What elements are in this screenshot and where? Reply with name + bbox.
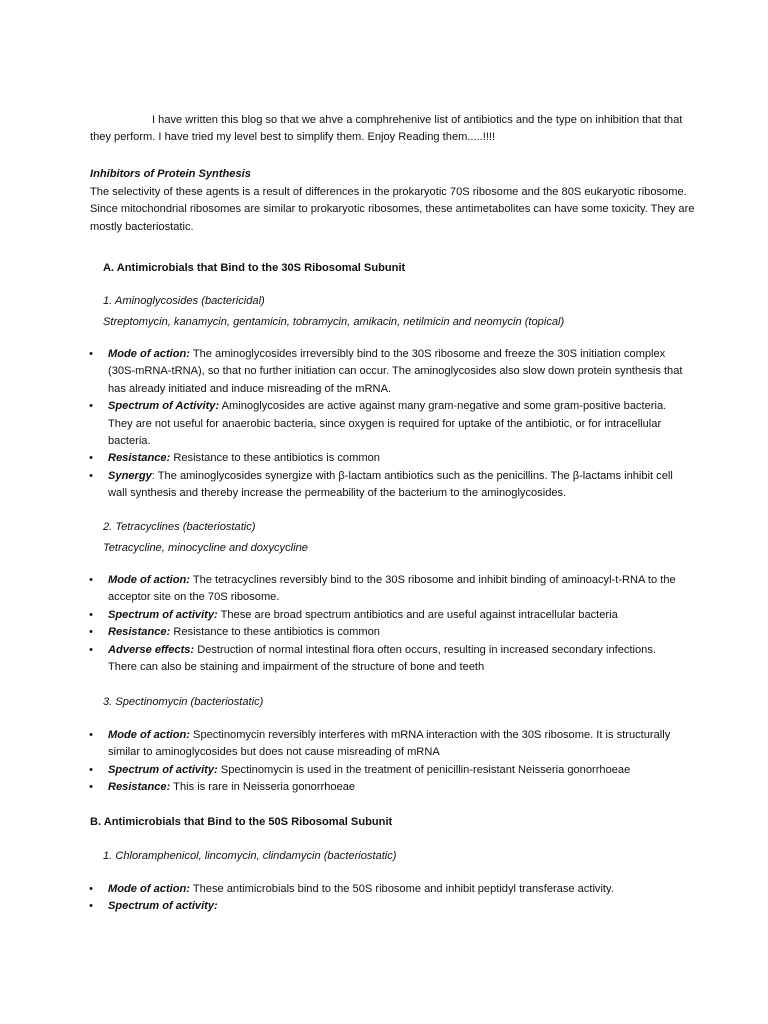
point-label: Spectrum of activity: <box>108 763 218 776</box>
point-text: Spectinomycin reversibly interferes with mRNA interaction with the 30S ribosome. It is structurally similar to aminoglycosides but does not cause misreading of mRNA <box>108 729 671 759</box>
bullet-list-chloramphenicol <box>86 881 686 916</box>
point-label: Synergy <box>108 469 152 482</box>
category-title-chloramphenicol: 1. Chloramphenicol, lincomycin, clindamycin (bacteriostatic) <box>103 850 397 862</box>
point-text: Resistance to these antibiotics is common <box>170 452 380 465</box>
bullet-icon: • <box>89 883 93 895</box>
list-item <box>86 762 686 779</box>
point-label: Mode of action: <box>108 883 190 895</box>
point-text: Destruction of normal intestinal flora often occurs, resulting in increased secondary infections. There can also be staining and impairment of the structure of bone and teeth <box>108 643 656 674</box>
bullet-icon: • <box>89 348 93 360</box>
category-title-tetracyclines: 2. Tetracyclines (bacteriostatic) <box>103 521 256 533</box>
category-drugs-tetracyclines: Tetracycline, minocycline and doxycycline <box>103 542 308 554</box>
point-label: Spectrum of Activity: <box>108 400 220 413</box>
point-label: Mode of action: <box>108 574 190 586</box>
list-item <box>86 468 686 503</box>
bullet-icon: • <box>89 900 93 913</box>
bullet-icon: • <box>89 781 93 794</box>
bullet-icon: • <box>89 574 93 586</box>
bullet-icon: • <box>89 469 93 482</box>
intro-paragraph <box>90 112 690 147</box>
list-item <box>86 624 686 641</box>
list-item <box>86 881 686 898</box>
list-item <box>86 572 686 607</box>
point-label: Spectrum of activity: <box>108 900 218 913</box>
bullet-icon: • <box>89 643 93 656</box>
intro-text: I have written this blog so that we ahve a comphrehenive list of antibiotics and the type on inhibition that that they perform. I have tried my level best to simplify them. Enjoy Reading them.....!!!! <box>90 114 683 144</box>
point-text: Aminoglycosides are active against many gram-negative and some gram-positive bacteria. They are not useful for anaerobic bacteria, since oxygen is required for uptake of the antibiotic, or for intracellular bacteria. <box>108 400 667 448</box>
point-text: : The aminoglycosides synergize with β-lactam antibiotics such as the penicillins. The β-lactams inhibit cell wall synthesis and thereby increase the permeability of the bacterium to the aminoglycosides. <box>108 469 673 500</box>
list-item <box>86 607 686 624</box>
bullet-icon: • <box>89 729 93 741</box>
bullet-icon: • <box>89 452 93 465</box>
bullet-icon: • <box>89 626 93 639</box>
point-label: Resistance: <box>108 626 171 639</box>
bullet-list-spectinomycin <box>86 727 686 797</box>
list-item <box>86 346 686 398</box>
section-description: The selectivity of these agents is a result of differences in the prokaryotic 70S ribosome and the 80S eukaryotic ribosome. Since mitochondrial ribosomes are similar to prokaryotic ribosomes, these antimetabolites can have some toxicity. They are mostly bacteriostatic. <box>90 186 695 233</box>
point-label: Mode of action: <box>108 729 190 741</box>
list-item <box>86 727 686 762</box>
point-label: Resistance: <box>108 452 171 465</box>
list-item <box>86 450 686 467</box>
point-text: These antimicrobials bind to the 50S ribosome and inhibit peptidyl transferase activity. <box>189 883 614 895</box>
point-text: Resistance to these antibiotics is common <box>170 626 380 639</box>
bullet-icon: • <box>89 400 93 413</box>
bullet-icon: • <box>89 763 93 776</box>
point-text: The aminoglycosides irreversibly bind to the 30S ribosome and freeze the 30S initiation complex (30S-mRNA-tRNA), so that no further initiation can occur. The aminoglycosides also slow down protein synthesis that has already initiated and induce misreading of the mRNA. <box>108 348 683 395</box>
point-label: Spectrum of activity: <box>108 608 218 621</box>
point-label: Mode of action: <box>108 348 190 360</box>
list-item <box>86 779 686 796</box>
point-text: The tetracyclines reversibly bind to the 30S ribosome and inhibit binding of aminoacyl-t-RNA to the acceptor site on the 70S ribosome. <box>108 574 676 604</box>
bullet-list-aminoglycosides <box>86 346 686 503</box>
point-label: Adverse effects: <box>108 643 195 656</box>
subsection-b-title: B. Antimicrobials that Bind to the 50S Ribosomal Subunit <box>90 816 393 828</box>
list-item <box>86 642 686 677</box>
point-text: These are broad spectrum antibiotics and are useful against intracellular bacteria <box>217 608 618 621</box>
list-item <box>86 898 686 915</box>
section-title: Inhibitors of Protein Synthesis <box>90 168 251 180</box>
category-title-aminoglycosides: 1. Aminoglycosides (bactericidal) <box>103 295 265 307</box>
bullet-list-tetracyclines <box>86 572 686 676</box>
category-drugs-aminoglycosides: Streptomycin, kanamycin, gentamicin, tobramycin, amikacin, netilmicin and neomycin (topical) <box>103 316 565 328</box>
category-title-spectinomycin: 3. Spectinomycin (bacteriostatic) <box>103 696 264 708</box>
subsection-a-title: A. Antimicrobials that Bind to the 30S Ribosomal Subunit <box>103 262 406 274</box>
point-text: Spectinomycin is used in the treatment of penicillin-resistant Neisseria gonorrhoeae <box>217 763 631 776</box>
bullet-icon: • <box>89 608 93 621</box>
point-label: Resistance: <box>108 781 171 794</box>
list-item <box>86 398 686 450</box>
point-text: This is rare in Neisseria gonorrhoeae <box>170 781 356 794</box>
